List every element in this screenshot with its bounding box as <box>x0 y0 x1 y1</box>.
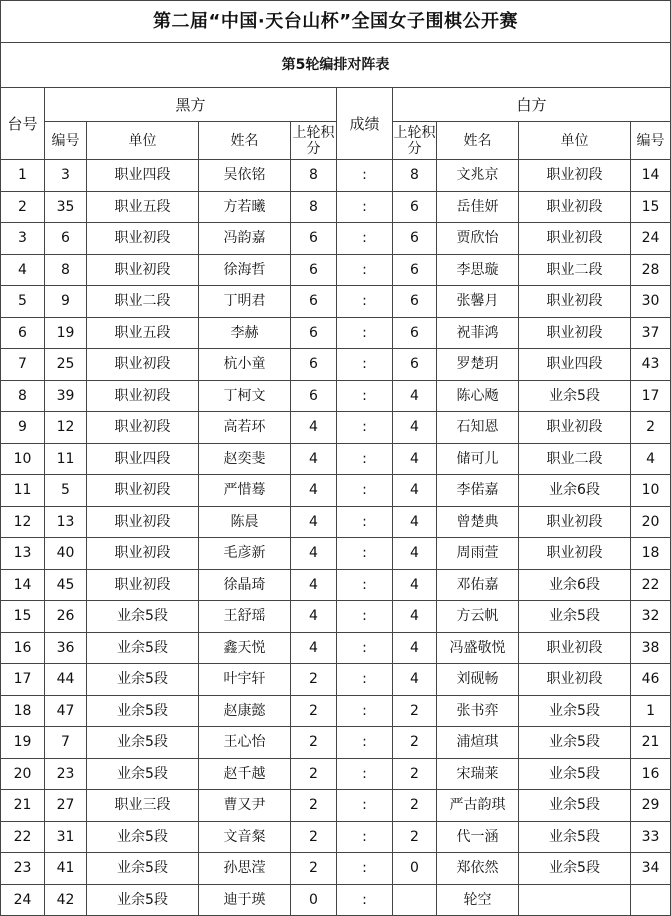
black-unit-cell: 职业初段 <box>87 538 199 570</box>
result-cell: : <box>337 286 393 318</box>
white-points-cell: 4 <box>393 632 437 664</box>
white-points-cell: 2 <box>393 758 437 790</box>
table-no-cell: 19 <box>1 727 45 759</box>
black-points-cell: 8 <box>291 191 337 223</box>
table-no-cell: 4 <box>1 254 45 286</box>
result-cell: : <box>337 601 393 633</box>
black-name-cell: 文音粲 <box>199 821 291 853</box>
white-name-cell: 贾欣怡 <box>437 223 519 255</box>
black-points-cell: 6 <box>291 223 337 255</box>
black-unit-cell: 业余5段 <box>87 727 199 759</box>
white-name-cell: 陈心飏 <box>437 380 519 412</box>
white-unit-cell: 业余5段 <box>519 380 631 412</box>
white-id-cell: 20 <box>631 506 671 538</box>
white-name-cell: 文兆京 <box>437 160 519 192</box>
white-unit-cell: 业余5段 <box>519 601 631 633</box>
white-points-cell: 2 <box>393 727 437 759</box>
table-no-cell: 15 <box>1 601 45 633</box>
white-name-cell: 郑依然 <box>437 853 519 885</box>
black-name-cell: 毛彦新 <box>199 538 291 570</box>
table-no-cell: 20 <box>1 758 45 790</box>
table-no-cell: 3 <box>1 223 45 255</box>
table-row <box>1 349 671 381</box>
header-black-name: 姓名 <box>199 122 291 160</box>
black-name-cell: 迪于瑛 <box>199 884 291 916</box>
white-id-cell: 33 <box>631 821 671 853</box>
white-name-cell: 曾楚典 <box>437 506 519 538</box>
white-name-cell: 代一涵 <box>437 821 519 853</box>
black-id-cell: 5 <box>45 475 87 507</box>
table-row <box>1 569 671 601</box>
table-no-cell: 14 <box>1 569 45 601</box>
white-id-cell: 28 <box>631 254 671 286</box>
black-points-cell: 6 <box>291 380 337 412</box>
white-id-cell: 10 <box>631 475 671 507</box>
black-name-cell: 鑫天悦 <box>199 632 291 664</box>
white-name-cell: 方云帆 <box>437 601 519 633</box>
white-points-cell: 6 <box>393 349 437 381</box>
table-row <box>1 821 671 853</box>
white-unit-cell: 职业初段 <box>519 538 631 570</box>
header-result: 成绩 <box>337 88 393 160</box>
table-row <box>1 254 671 286</box>
black-name-cell: 高若环 <box>199 412 291 444</box>
black-points-cell: 2 <box>291 790 337 822</box>
table-row <box>1 727 671 759</box>
white-id-cell: 1 <box>631 695 671 727</box>
black-points-cell: 4 <box>291 632 337 664</box>
header-white-points: 上轮积分 <box>393 122 437 160</box>
white-name-cell: 罗楚玥 <box>437 349 519 381</box>
white-points-cell: 4 <box>393 601 437 633</box>
result-cell: : <box>337 727 393 759</box>
black-name-cell: 丁明君 <box>199 286 291 318</box>
black-unit-cell: 职业初段 <box>87 569 199 601</box>
black-unit-cell: 业余5段 <box>87 601 199 633</box>
black-name-cell: 叶宇轩 <box>199 664 291 696</box>
black-unit-cell: 业余5段 <box>87 664 199 696</box>
white-unit-cell: 职业二段 <box>519 254 631 286</box>
table-row <box>1 412 671 444</box>
white-name-cell: 张书弈 <box>437 695 519 727</box>
black-name-cell: 赵康懿 <box>199 695 291 727</box>
result-cell: : <box>337 160 393 192</box>
black-name-cell: 李赫 <box>199 317 291 349</box>
white-points-cell: 0 <box>393 853 437 885</box>
white-name-cell: 严古韵琪 <box>437 790 519 822</box>
black-id-cell: 36 <box>45 632 87 664</box>
result-cell: : <box>337 884 393 916</box>
white-unit-cell: 职业初段 <box>519 286 631 318</box>
white-points-cell <box>393 884 437 916</box>
white-points-cell: 2 <box>393 790 437 822</box>
table-no-cell: 24 <box>1 884 45 916</box>
black-id-cell: 41 <box>45 853 87 885</box>
table-no-cell: 5 <box>1 286 45 318</box>
header-black-unit: 单位 <box>87 122 199 160</box>
black-name-cell: 丁柯文 <box>199 380 291 412</box>
white-unit-cell: 业余5段 <box>519 821 631 853</box>
black-unit-cell: 职业初段 <box>87 223 199 255</box>
white-points-cell: 4 <box>393 538 437 570</box>
white-points-cell: 6 <box>393 317 437 349</box>
table-row <box>1 601 671 633</box>
table-no-cell: 21 <box>1 790 45 822</box>
black-name-cell: 吴依铭 <box>199 160 291 192</box>
white-id-cell: 15 <box>631 191 671 223</box>
white-id-cell: 2 <box>631 412 671 444</box>
white-points-cell: 6 <box>393 191 437 223</box>
result-cell: : <box>337 821 393 853</box>
black-name-cell: 曹又尹 <box>199 790 291 822</box>
result-cell: : <box>337 317 393 349</box>
black-unit-cell: 职业初段 <box>87 349 199 381</box>
white-unit-cell: 职业初段 <box>519 191 631 223</box>
white-unit-cell: 职业初段 <box>519 317 631 349</box>
black-id-cell: 12 <box>45 412 87 444</box>
result-cell: : <box>337 412 393 444</box>
white-points-cell: 2 <box>393 821 437 853</box>
white-unit-cell: 业余5段 <box>519 695 631 727</box>
result-cell: : <box>337 380 393 412</box>
table-row <box>1 884 671 916</box>
white-id-cell: 29 <box>631 790 671 822</box>
table-row <box>1 160 671 192</box>
black-id-cell: 40 <box>45 538 87 570</box>
table-row <box>1 317 671 349</box>
white-points-cell: 4 <box>393 380 437 412</box>
black-id-cell: 13 <box>45 506 87 538</box>
black-id-cell: 11 <box>45 443 87 475</box>
white-points-cell: 2 <box>393 695 437 727</box>
header-white: 白方 <box>393 88 671 122</box>
black-id-cell: 7 <box>45 727 87 759</box>
table-row <box>1 853 671 885</box>
black-id-cell: 35 <box>45 191 87 223</box>
black-id-cell: 25 <box>45 349 87 381</box>
white-unit-cell <box>519 884 631 916</box>
black-points-cell: 2 <box>291 821 337 853</box>
black-name-cell: 冯韵嘉 <box>199 223 291 255</box>
white-id-cell: 30 <box>631 286 671 318</box>
black-unit-cell: 职业初段 <box>87 412 199 444</box>
result-cell: : <box>337 569 393 601</box>
page-title: 第二届“中国·天台山杯”全国女子围棋公开赛 <box>1 1 671 43</box>
table-no-cell: 12 <box>1 506 45 538</box>
white-name-cell: 周雨萱 <box>437 538 519 570</box>
table-no-cell: 18 <box>1 695 45 727</box>
header-white-unit: 单位 <box>519 122 631 160</box>
header-black-id: 编号 <box>45 122 87 160</box>
white-unit-cell: 职业初段 <box>519 632 631 664</box>
white-points-cell: 6 <box>393 223 437 255</box>
black-id-cell: 31 <box>45 821 87 853</box>
white-id-cell: 37 <box>631 317 671 349</box>
white-points-cell: 4 <box>393 443 437 475</box>
header-table-no: 台号 <box>1 88 45 160</box>
black-id-cell: 47 <box>45 695 87 727</box>
table-row <box>1 191 671 223</box>
black-unit-cell: 业余5段 <box>87 758 199 790</box>
white-points-cell: 4 <box>393 506 437 538</box>
table-row <box>1 286 671 318</box>
table-no-cell: 7 <box>1 349 45 381</box>
black-unit-cell: 职业初段 <box>87 254 199 286</box>
black-name-cell: 徐海哲 <box>199 254 291 286</box>
black-unit-cell: 职业二段 <box>87 286 199 318</box>
white-name-cell: 李思璇 <box>437 254 519 286</box>
white-id-cell: 21 <box>631 727 671 759</box>
white-points-cell: 4 <box>393 412 437 444</box>
white-points-cell: 6 <box>393 254 437 286</box>
table-row <box>1 380 671 412</box>
white-name-cell: 张馨月 <box>437 286 519 318</box>
table-row <box>1 695 671 727</box>
black-id-cell: 42 <box>45 884 87 916</box>
white-unit-cell: 业余6段 <box>519 475 631 507</box>
table-no-cell: 23 <box>1 853 45 885</box>
black-points-cell: 4 <box>291 569 337 601</box>
table-no-cell: 9 <box>1 412 45 444</box>
table-no-cell: 16 <box>1 632 45 664</box>
black-unit-cell: 职业五段 <box>87 317 199 349</box>
white-name-cell: 浦煊琪 <box>437 727 519 759</box>
table-row <box>1 223 671 255</box>
white-id-cell: 16 <box>631 758 671 790</box>
black-points-cell: 2 <box>291 664 337 696</box>
black-id-cell: 19 <box>45 317 87 349</box>
white-unit-cell: 职业初段 <box>519 506 631 538</box>
black-points-cell: 6 <box>291 286 337 318</box>
result-cell: : <box>337 853 393 885</box>
black-unit-cell: 业余5段 <box>87 821 199 853</box>
black-points-cell: 6 <box>291 349 337 381</box>
table-row <box>1 664 671 696</box>
white-unit-cell: 业余5段 <box>519 790 631 822</box>
white-points-cell: 4 <box>393 569 437 601</box>
white-points-cell: 4 <box>393 475 437 507</box>
black-name-cell: 赵千越 <box>199 758 291 790</box>
white-id-cell: 22 <box>631 569 671 601</box>
black-points-cell: 4 <box>291 443 337 475</box>
black-points-cell: 2 <box>291 758 337 790</box>
white-name-cell: 石知恩 <box>437 412 519 444</box>
result-cell: : <box>337 632 393 664</box>
table-no-cell: 22 <box>1 821 45 853</box>
black-unit-cell: 职业初段 <box>87 475 199 507</box>
black-id-cell: 9 <box>45 286 87 318</box>
black-name-cell: 赵奕斐 <box>199 443 291 475</box>
white-name-cell: 宋瑞莱 <box>437 758 519 790</box>
black-name-cell: 杭小童 <box>199 349 291 381</box>
black-unit-cell: 职业四段 <box>87 443 199 475</box>
result-cell: : <box>337 664 393 696</box>
white-id-cell: 38 <box>631 632 671 664</box>
black-points-cell: 0 <box>291 884 337 916</box>
black-id-cell: 45 <box>45 569 87 601</box>
black-id-cell: 27 <box>45 790 87 822</box>
white-name-cell: 岳佳妍 <box>437 191 519 223</box>
black-points-cell: 4 <box>291 506 337 538</box>
white-id-cell: 4 <box>631 443 671 475</box>
table-no-cell: 10 <box>1 443 45 475</box>
black-id-cell: 26 <box>45 601 87 633</box>
white-id-cell: 18 <box>631 538 671 570</box>
white-unit-cell: 业余5段 <box>519 727 631 759</box>
black-points-cell: 6 <box>291 317 337 349</box>
white-id-cell: 32 <box>631 601 671 633</box>
header-white-name: 姓名 <box>437 122 519 160</box>
result-cell: : <box>337 475 393 507</box>
white-unit-cell: 业余5段 <box>519 853 631 885</box>
table-no-cell: 17 <box>1 664 45 696</box>
table-row <box>1 506 671 538</box>
result-cell: : <box>337 758 393 790</box>
black-points-cell: 4 <box>291 601 337 633</box>
black-points-cell: 4 <box>291 538 337 570</box>
white-unit-cell: 业余6段 <box>519 569 631 601</box>
black-id-cell: 44 <box>45 664 87 696</box>
black-unit-cell: 职业三段 <box>87 790 199 822</box>
table-no-cell: 1 <box>1 160 45 192</box>
white-unit-cell: 职业四段 <box>519 349 631 381</box>
black-id-cell: 23 <box>45 758 87 790</box>
black-points-cell: 2 <box>291 853 337 885</box>
black-unit-cell: 业余5段 <box>87 695 199 727</box>
white-unit-cell: 职业初段 <box>519 664 631 696</box>
black-unit-cell: 业余5段 <box>87 853 199 885</box>
black-points-cell: 4 <box>291 412 337 444</box>
header-black-points: 上轮积分 <box>291 122 337 160</box>
table-no-cell: 2 <box>1 191 45 223</box>
table-row <box>1 475 671 507</box>
white-name-cell: 邓佑嘉 <box>437 569 519 601</box>
black-name-cell: 王舒瑶 <box>199 601 291 633</box>
white-id-cell: 17 <box>631 380 671 412</box>
white-points-cell: 8 <box>393 160 437 192</box>
white-id-cell <box>631 884 671 916</box>
header-white-id: 编号 <box>631 122 671 160</box>
result-cell: : <box>337 223 393 255</box>
result-cell: : <box>337 191 393 223</box>
table-no-cell: 13 <box>1 538 45 570</box>
white-id-cell: 14 <box>631 160 671 192</box>
black-unit-cell: 业余5段 <box>87 632 199 664</box>
result-cell: : <box>337 349 393 381</box>
white-name-cell: 祝菲鸿 <box>437 317 519 349</box>
round-subtitle: 第5轮编排对阵表 <box>1 43 671 88</box>
white-unit-cell: 职业初段 <box>519 160 631 192</box>
black-name-cell: 方若曦 <box>199 191 291 223</box>
black-id-cell: 8 <box>45 254 87 286</box>
white-points-cell: 4 <box>393 664 437 696</box>
white-unit-cell: 职业初段 <box>519 223 631 255</box>
black-unit-cell: 业余5段 <box>87 884 199 916</box>
black-unit-cell: 职业初段 <box>87 506 199 538</box>
black-unit-cell: 职业四段 <box>87 160 199 192</box>
black-id-cell: 3 <box>45 160 87 192</box>
result-cell: : <box>337 790 393 822</box>
black-points-cell: 2 <box>291 695 337 727</box>
table-row <box>1 790 671 822</box>
black-name-cell: 严惜蓦 <box>199 475 291 507</box>
table-row <box>1 758 671 790</box>
black-name-cell: 陈晨 <box>199 506 291 538</box>
white-name-cell: 轮空 <box>437 884 519 916</box>
black-points-cell: 2 <box>291 727 337 759</box>
table-no-cell: 11 <box>1 475 45 507</box>
black-unit-cell: 职业初段 <box>87 380 199 412</box>
white-name-cell: 李偌嘉 <box>437 475 519 507</box>
white-id-cell: 43 <box>631 349 671 381</box>
table-row <box>1 538 671 570</box>
black-points-cell: 8 <box>291 160 337 192</box>
white-name-cell: 刘砚畅 <box>437 664 519 696</box>
table-row <box>1 632 671 664</box>
white-id-cell: 46 <box>631 664 671 696</box>
header-black: 黑方 <box>45 88 337 122</box>
result-cell: : <box>337 443 393 475</box>
result-cell: : <box>337 538 393 570</box>
white-unit-cell: 职业二段 <box>519 443 631 475</box>
black-points-cell: 4 <box>291 475 337 507</box>
result-cell: : <box>337 254 393 286</box>
black-points-cell: 6 <box>291 254 337 286</box>
white-unit-cell: 职业初段 <box>519 412 631 444</box>
black-unit-cell: 职业五段 <box>87 191 199 223</box>
table-no-cell: 6 <box>1 317 45 349</box>
black-name-cell: 孙思滢 <box>199 853 291 885</box>
result-cell: : <box>337 506 393 538</box>
white-unit-cell: 业余5段 <box>519 758 631 790</box>
white-points-cell: 6 <box>393 286 437 318</box>
table-row <box>1 443 671 475</box>
black-id-cell: 39 <box>45 380 87 412</box>
black-name-cell: 王心怡 <box>199 727 291 759</box>
white-name-cell: 冯盛敬悦 <box>437 632 519 664</box>
black-id-cell: 6 <box>45 223 87 255</box>
white-id-cell: 24 <box>631 223 671 255</box>
white-id-cell: 34 <box>631 853 671 885</box>
white-name-cell: 储可儿 <box>437 443 519 475</box>
black-name-cell: 徐晶琦 <box>199 569 291 601</box>
table-no-cell: 8 <box>1 380 45 412</box>
result-cell: : <box>337 695 393 727</box>
